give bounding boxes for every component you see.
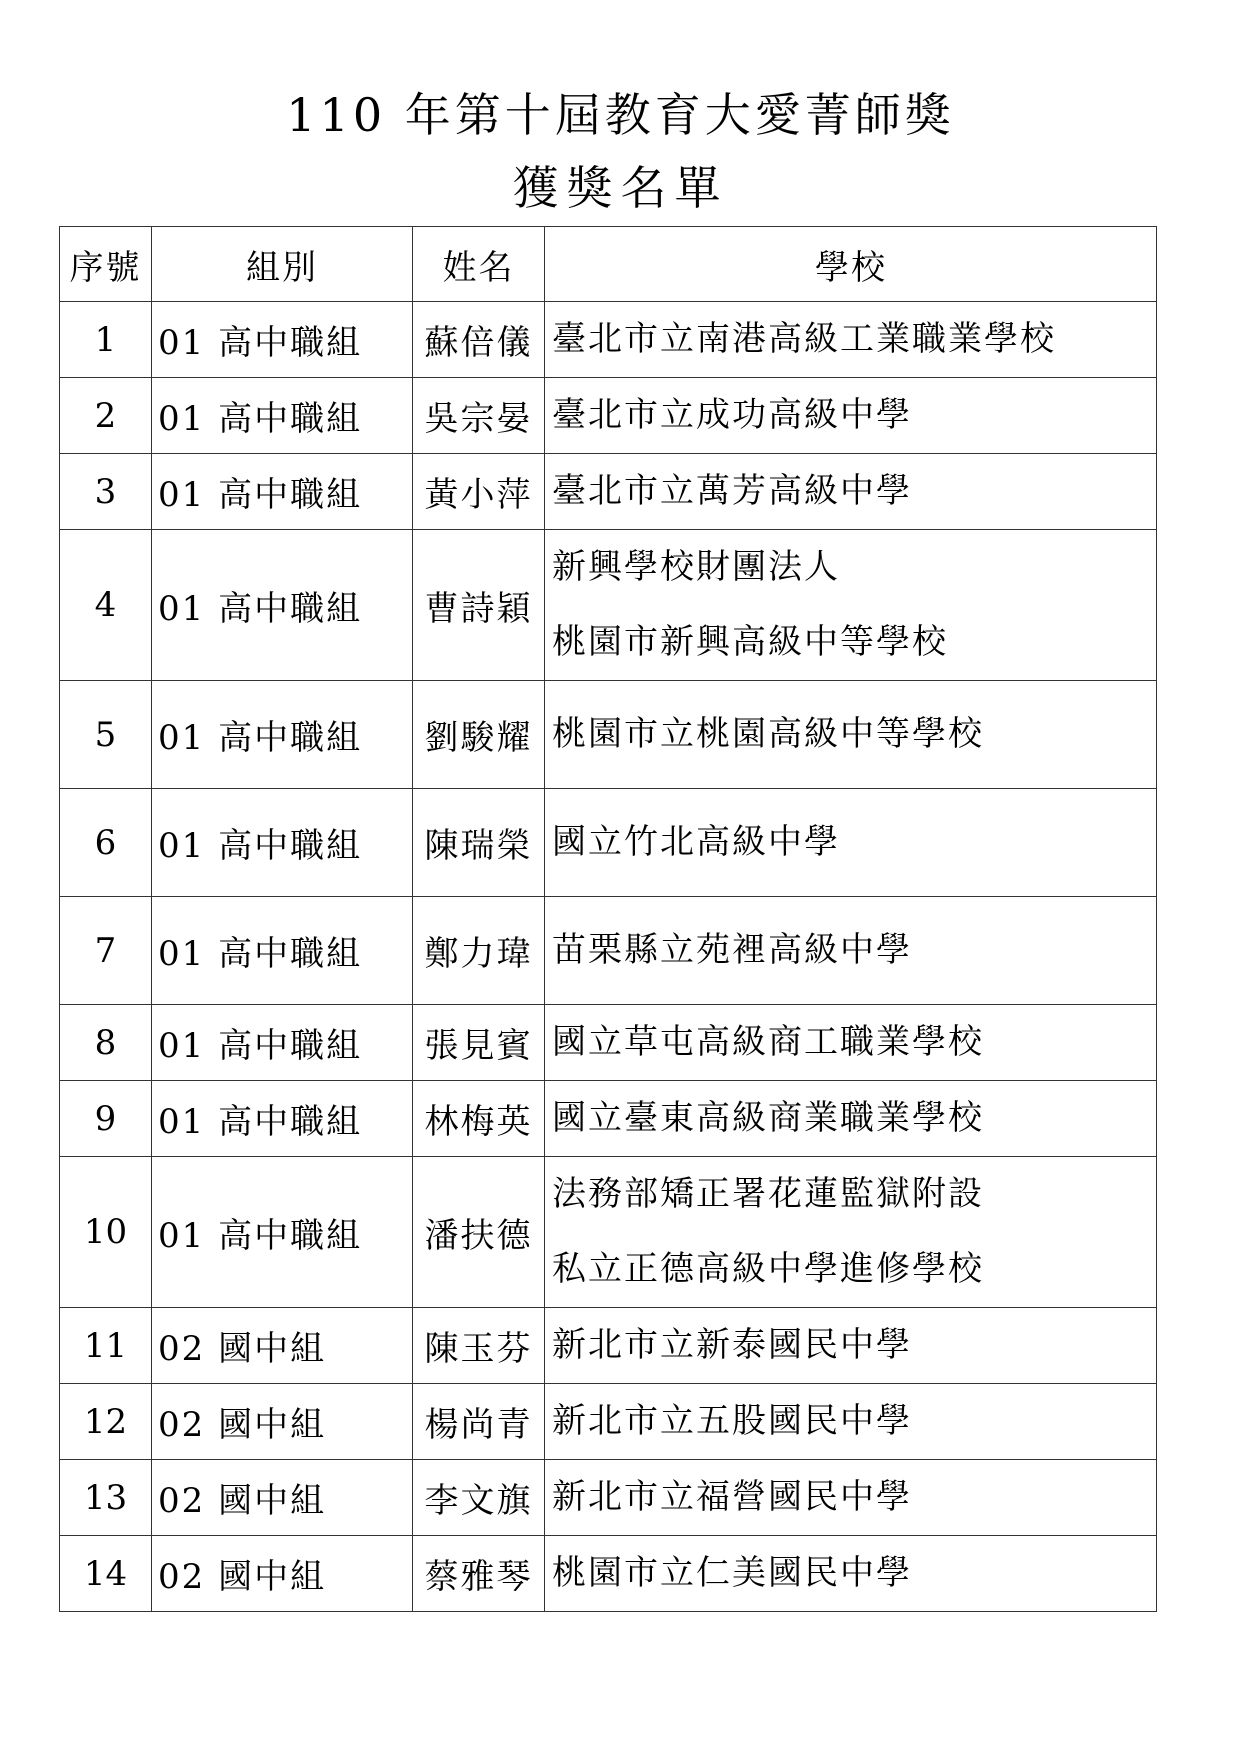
row-school xyxy=(545,1308,1157,1384)
table-header-row xyxy=(60,227,1157,302)
row-name: 曹詩穎 xyxy=(413,530,545,681)
table-row xyxy=(60,378,1157,454)
row-school xyxy=(545,1157,1157,1308)
row-no: 1 xyxy=(60,302,152,378)
row-group: 02 國中組 xyxy=(152,1460,413,1536)
row-no: 7 xyxy=(60,897,152,1005)
document-title: 110 年第十屆教育大愛菁師獎 xyxy=(286,88,955,142)
row-school xyxy=(545,530,1157,681)
row-no: 9 xyxy=(60,1081,152,1157)
row-group: 01 高中職組 xyxy=(152,1157,413,1308)
school-line: 新興學校財團法人 xyxy=(552,547,840,587)
school-line: 新北市立五股國民中學 xyxy=(552,1401,912,1441)
row-group: 01 高中職組 xyxy=(152,789,413,897)
table-row xyxy=(60,1460,1157,1536)
row-no: 3 xyxy=(60,454,152,530)
table-row xyxy=(60,1384,1157,1460)
row-group: 02 國中組 xyxy=(152,1536,413,1612)
row-group: 02 國中組 xyxy=(152,1308,413,1384)
school-line: 國立竹北高級中學 xyxy=(552,822,840,862)
school-line: 私立正德高級中學進修學校 xyxy=(552,1249,984,1289)
row-school xyxy=(545,1536,1157,1612)
row-no: 10 xyxy=(60,1157,152,1308)
school-line: 國立臺東高級商業職業學校 xyxy=(552,1098,984,1138)
row-name: 陳瑞榮 xyxy=(413,789,545,897)
header-name: 姓名 xyxy=(413,227,545,302)
row-school xyxy=(545,1460,1157,1536)
row-name: 蘇倍儀 xyxy=(413,302,545,378)
school-line: 桃園市立仁美國民中學 xyxy=(552,1553,912,1593)
row-name: 李文旗 xyxy=(413,1460,545,1536)
row-group: 01 高中職組 xyxy=(152,681,413,789)
table-row xyxy=(60,789,1157,897)
row-group: 01 高中職組 xyxy=(152,454,413,530)
row-no: 11 xyxy=(60,1308,152,1384)
row-name: 黃小萍 xyxy=(413,454,545,530)
row-name: 劉駿耀 xyxy=(413,681,545,789)
row-group: 01 高中職組 xyxy=(152,530,413,681)
row-group: 02 國中組 xyxy=(152,1384,413,1460)
school-line: 臺北市立成功高級中學 xyxy=(552,395,912,435)
table-row xyxy=(60,1005,1157,1081)
row-name: 張見賓 xyxy=(413,1005,545,1081)
school-line: 苗栗縣立苑裡高級中學 xyxy=(552,930,912,970)
school-line: 法務部矯正署花蓮監獄附設 xyxy=(552,1174,984,1214)
row-no: 4 xyxy=(60,530,152,681)
table-row xyxy=(60,681,1157,789)
row-name: 楊尚青 xyxy=(413,1384,545,1460)
awards-table xyxy=(59,226,1157,1612)
row-school xyxy=(545,302,1157,378)
row-school xyxy=(545,1384,1157,1460)
school-line: 臺北市立萬芳高級中學 xyxy=(552,471,912,511)
row-name: 林梅英 xyxy=(413,1081,545,1157)
table-row xyxy=(60,1157,1157,1308)
row-no: 5 xyxy=(60,681,152,789)
table-row xyxy=(60,1536,1157,1612)
row-school xyxy=(545,1081,1157,1157)
table-row xyxy=(60,1081,1157,1157)
school-line: 桃園市立桃園高級中等學校 xyxy=(552,714,984,754)
row-no: 6 xyxy=(60,789,152,897)
row-name: 吳宗晏 xyxy=(413,378,545,454)
row-no: 8 xyxy=(60,1005,152,1081)
row-name: 蔡雅琴 xyxy=(413,1536,545,1612)
row-no: 13 xyxy=(60,1460,152,1536)
table-row xyxy=(60,454,1157,530)
row-name: 鄭力瑋 xyxy=(413,897,545,1005)
row-group: 01 高中職組 xyxy=(152,378,413,454)
row-group: 01 高中職組 xyxy=(152,1005,413,1081)
row-school xyxy=(545,897,1157,1005)
table-row xyxy=(60,530,1157,681)
row-school xyxy=(545,681,1157,789)
school-line: 國立草屯高級商工職業學校 xyxy=(552,1022,984,1062)
table-row xyxy=(60,897,1157,1005)
school-line: 新北市立福營國民中學 xyxy=(552,1477,912,1517)
header-group: 組別 xyxy=(152,227,413,302)
row-group: 01 高中職組 xyxy=(152,1081,413,1157)
header-no: 序號 xyxy=(60,227,152,302)
header-school: 學校 xyxy=(545,227,1157,302)
row-group: 01 高中職組 xyxy=(152,897,413,1005)
table-row xyxy=(60,302,1157,378)
school-line: 新北市立新泰國民中學 xyxy=(552,1325,912,1365)
row-no: 12 xyxy=(60,1384,152,1460)
school-line: 臺北市立南港高級工業職業學校 xyxy=(552,319,1056,359)
row-school xyxy=(545,454,1157,530)
table-row xyxy=(60,1308,1157,1384)
row-no: 14 xyxy=(60,1536,152,1612)
row-no: 2 xyxy=(60,378,152,454)
row-group: 01 高中職組 xyxy=(152,302,413,378)
school-line: 桃園市新興高級中等學校 xyxy=(552,622,948,662)
row-school xyxy=(545,789,1157,897)
row-school xyxy=(545,1005,1157,1081)
row-school xyxy=(545,378,1157,454)
document-subtitle: 獲獎名單 xyxy=(512,161,729,215)
row-name: 潘扶德 xyxy=(413,1157,545,1308)
row-name: 陳玉芬 xyxy=(413,1308,545,1384)
